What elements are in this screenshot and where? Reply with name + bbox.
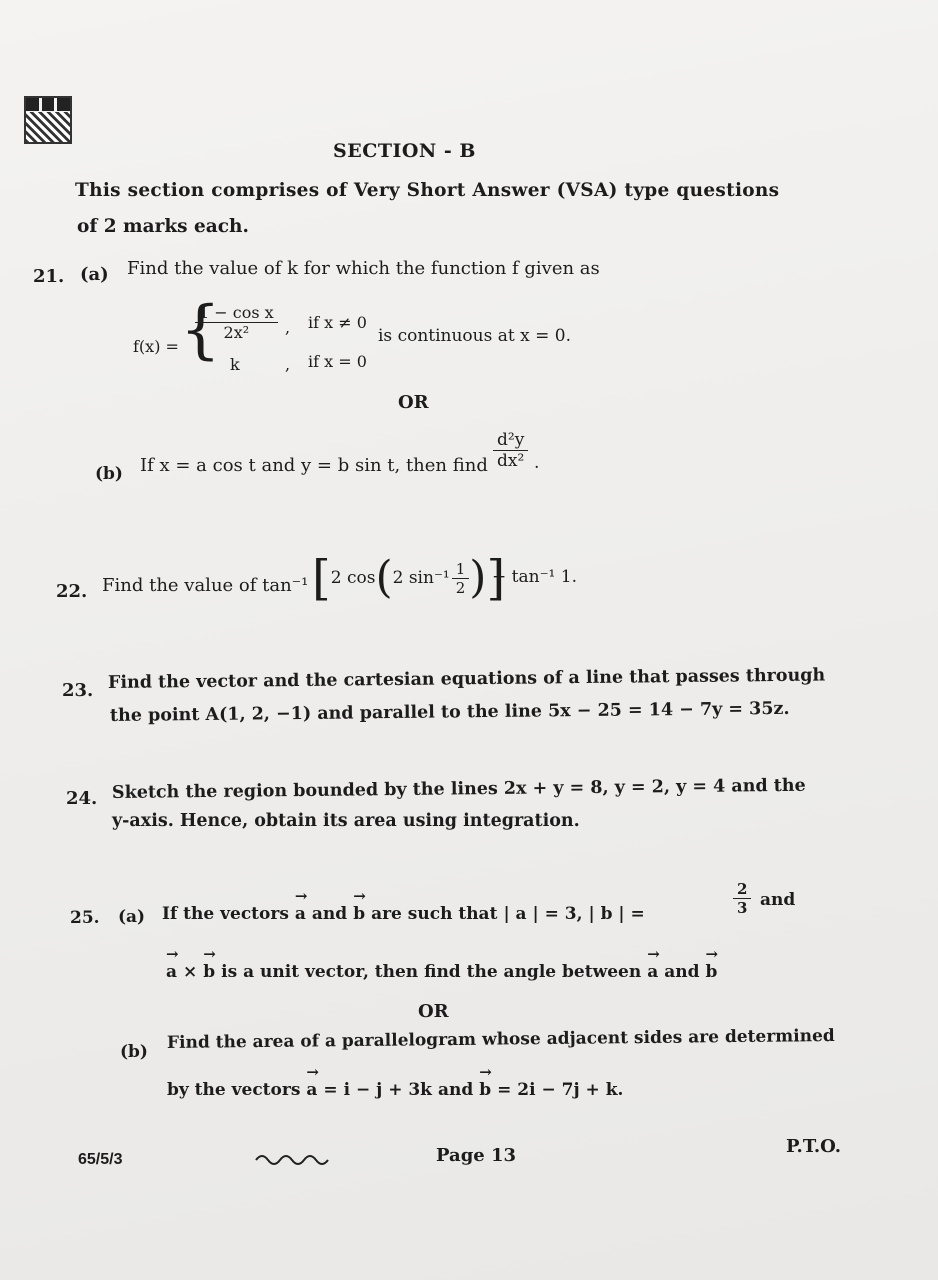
q25-and: and: [311, 904, 348, 924]
q25-number: 25.: [70, 908, 100, 928]
derivative-numerator: d²y: [493, 430, 528, 451]
wave-decoration: [254, 1150, 334, 1166]
q22-frac-den: 2: [455, 578, 466, 597]
vector-a-components: = i − j + 3k: [323, 1080, 432, 1100]
q25-and-2: and: [760, 890, 796, 910]
case1-fraction: [195, 303, 278, 342]
pto-label: P.T.O.: [786, 1136, 842, 1157]
paper-code: 65/5/3: [78, 1151, 123, 1168]
intro-line-1: This section comprises of Very Short Answer (VSA) type questions: [75, 180, 780, 201]
q25-part-b-line-2: [167, 1080, 623, 1100]
q21-part-b-text: If x = a cos t and y = b sin t, then find: [140, 455, 488, 476]
qr-code-icon: [24, 96, 72, 144]
q22-text: Find the value of tan⁻¹: [102, 575, 309, 596]
q25-frac-num: 2: [733, 880, 751, 899]
q25-text-such-that: are such that: [371, 904, 498, 924]
case2-comma: ,: [285, 355, 291, 374]
open-square-bracket: [: [312, 550, 331, 606]
case1-condition: if x ≠ 0: [308, 313, 367, 332]
vector-b: → b: [353, 904, 365, 924]
q21-part-b-label: (b): [95, 464, 123, 484]
q23-number: 23.: [62, 680, 94, 701]
q25-part-a-line-1: [162, 904, 645, 924]
section-title: SECTION - B: [333, 140, 476, 162]
q22-inner-sin: 2 sin⁻¹: [392, 568, 450, 588]
case1-comma: ,: [285, 318, 291, 337]
q25-text-vectors: If the vectors: [162, 904, 289, 924]
left-brace: {: [180, 293, 221, 367]
q25-frac-den: 3: [737, 899, 748, 917]
q23-line-1: Find the vector and the cartesian equations of a line that passes through: [107, 665, 826, 693]
vector-a-angle: → a: [647, 962, 658, 982]
vector-b-angle: → b: [705, 962, 717, 982]
q21-period: .: [534, 453, 540, 473]
q25-and-3: and: [664, 962, 700, 982]
q25-unit-vector-text: is a unit vector, then find the angle between: [221, 962, 642, 982]
q22-number: 22.: [56, 581, 88, 602]
q25-part-a-line-2: [166, 962, 717, 982]
vector-a-parallelogram: → a: [306, 1080, 317, 1100]
case2-value: k: [230, 355, 240, 374]
vector-a: → a: [295, 904, 306, 924]
open-paren: (: [375, 552, 393, 603]
continuity-text: is continuous at x = 0.: [378, 326, 571, 346]
second-derivative-fraction: [493, 430, 528, 471]
q25-by-vectors: by the vectors: [167, 1080, 301, 1100]
close-square-bracket: ]: [486, 550, 506, 606]
q23-line-2: the point A(1, 2, −1) and parallel to the line 5x − 25 = 14 − 7y = 35z.: [109, 698, 790, 726]
vector-b-cross: → b: [203, 962, 215, 982]
magnitude-b: | b | =: [588, 904, 645, 924]
q21-number: 21.: [33, 266, 65, 287]
q21-part-a-label: (a): [80, 264, 109, 285]
derivative-denominator: dx²: [497, 451, 525, 471]
q24-line-2: y-axis. Hence, obtain its area using integration.: [112, 811, 580, 831]
fx-label: f(x) =: [133, 337, 179, 356]
case1-numerator: 1 − cos x: [195, 303, 278, 323]
q21-part-a-text: Find the value of k for which the function f given as: [127, 258, 600, 279]
page-number: Page 13: [436, 1145, 517, 1166]
magnitude-a: | a | = 3,: [503, 904, 583, 924]
q25-part-b-line-1: Find the area of a parallelogram whose adjacent sides are determined: [166, 1026, 835, 1053]
q22-expression: [312, 548, 505, 608]
vector-b-parallelogram: → b: [479, 1080, 491, 1100]
intro-line-2: of 2 marks each.: [77, 216, 249, 237]
close-paren: ): [469, 552, 487, 603]
q21-or: OR: [398, 392, 429, 413]
q24-line-1: Sketch the region bounded by the lines 2x + y = 8, y = 2, y = 4 and the: [111, 775, 806, 803]
two-thirds-fraction: [733, 880, 751, 917]
q22-frac-num: 1: [452, 560, 470, 579]
case2-condition: if x = 0: [308, 352, 367, 371]
q25-or: OR: [418, 1001, 449, 1022]
q25-and-4: and: [437, 1080, 474, 1100]
q22-half-fraction: [452, 560, 470, 597]
q25-part-b-label: (b): [120, 1042, 148, 1062]
cross-sign: ×: [183, 962, 198, 982]
q24-number: 24.: [66, 788, 98, 809]
case1-denominator: 2x²: [223, 323, 250, 342]
q22-tail: + tan⁻¹ 1.: [492, 567, 577, 587]
q25-part-a-label: (a): [118, 907, 146, 927]
vector-b-components: = 2i − 7j + k.: [497, 1080, 624, 1100]
q22-inner-cos: 2 cos: [330, 568, 376, 588]
vector-a-cross: → a: [166, 962, 177, 982]
